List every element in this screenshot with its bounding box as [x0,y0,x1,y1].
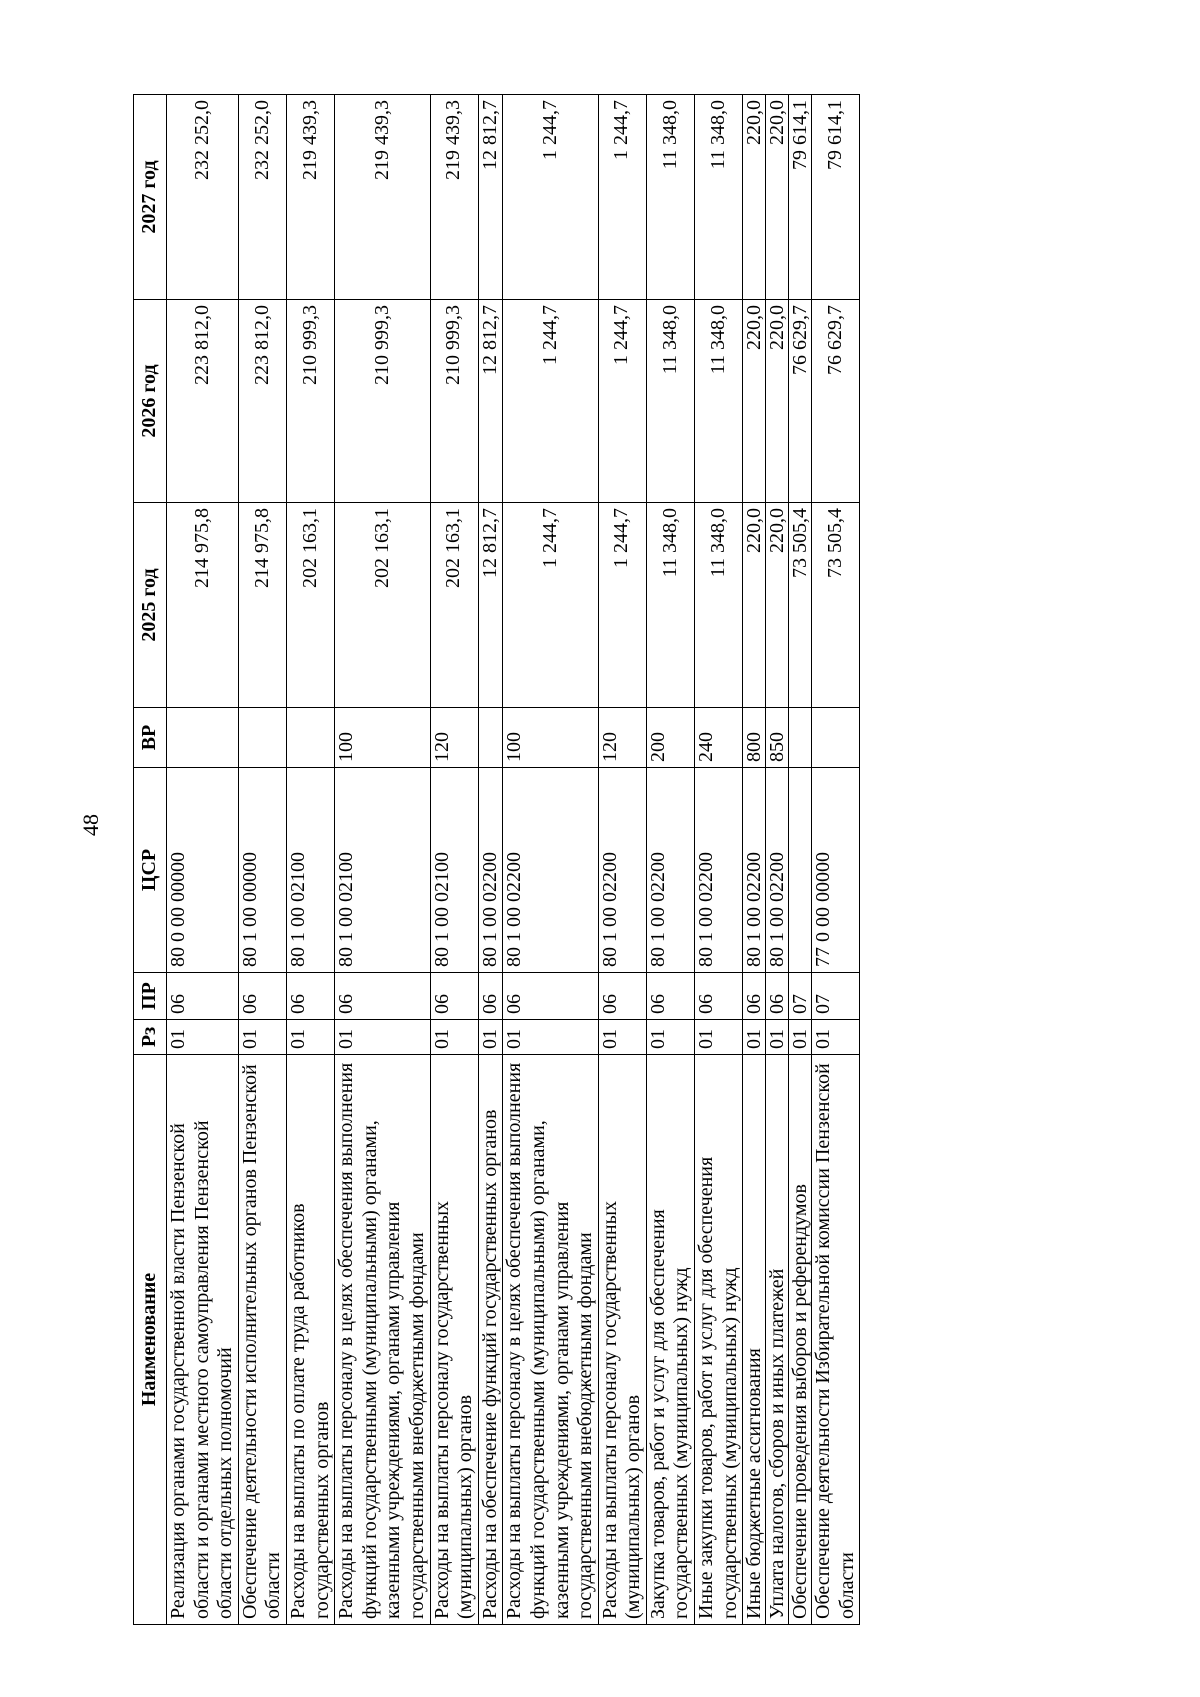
cell-pr: 06 [766,973,789,1020]
cell-csr: 80 1 00 02200 [695,768,743,973]
cell-csr: 80 1 00 02100 [335,768,430,973]
cell-name: Уплата налогов, сборов и иных платежей [766,1055,789,1625]
cell-2027: 11 348,0 [695,95,743,300]
cell-name: Расходы на выплаты персоналу в целях обеспечения выполнения функций государственными (муниципальными) органами, казенными учреждениями, органами управления государственными внебюджетными фондами [503,1055,598,1625]
cell-vr [238,708,286,768]
cell-2027: 79 614,1 [789,95,812,300]
page-number: 48 [78,814,103,836]
cell-csr: 80 1 00 00000 [238,768,286,973]
cell-csr: 80 1 00 02200 [598,768,646,973]
cell-vr: 100 [335,708,430,768]
cell-vr [812,708,860,768]
cell-csr: 80 1 00 02200 [743,768,766,973]
cell-name: Реализация органами государственной власти Пензенской области и органами местного самоуправления Пензенской области отдельных полномочий [167,1055,239,1625]
cell-2026: 11 348,0 [646,300,694,503]
cell-csr: 80 1 00 02200 [478,768,503,973]
cell-2027: 220,0 [743,95,766,300]
cell-csr: 80 1 00 02100 [286,768,334,973]
cell-2025: 11 348,0 [695,503,743,708]
cell-2025: 12 812,7 [478,503,503,708]
cell-rz: 01 [478,1020,503,1055]
cell-2026: 223 812,0 [167,300,239,503]
cell-vr [167,708,239,768]
cell-2027: 79 614,1 [812,95,860,300]
cell-2027: 220,0 [766,95,789,300]
cell-pr: 06 [430,973,478,1020]
header-2026: 2026 год [134,300,167,503]
cell-rz: 01 [430,1020,478,1055]
cell-2027: 11 348,0 [646,95,694,300]
table-row [503,95,598,1625]
cell-rz: 01 [812,1020,860,1055]
cell-2025: 202 163,1 [335,503,430,708]
cell-2027: 1 244,7 [598,95,646,300]
cell-pr: 07 [812,973,860,1020]
cell-name: Иные закупки товаров, работ и услуг для обеспечения государственных (муниципальных) нужд [695,1055,743,1625]
cell-rz: 01 [789,1020,812,1055]
cell-pr: 07 [789,973,812,1020]
cell-2026: 1 244,7 [503,300,598,503]
cell-2025: 202 163,1 [286,503,334,708]
cell-pr: 06 [503,973,598,1020]
table-row [430,95,478,1625]
cell-2026: 210 999,3 [335,300,430,503]
header-rz: Рз [134,1020,167,1055]
cell-rz: 01 [335,1020,430,1055]
cell-2025: 11 348,0 [646,503,694,708]
cell-2027: 232 252,0 [167,95,239,300]
cell-2026: 210 999,3 [430,300,478,503]
cell-2025: 73 505,4 [812,503,860,708]
cell-name: Расходы на выплаты персоналу государственных (муниципальных) органов [598,1055,646,1625]
table-row [743,95,766,1625]
cell-2026: 210 999,3 [286,300,334,503]
header-name: Наименование [134,1055,167,1625]
cell-vr [286,708,334,768]
table-row [789,95,812,1625]
cell-2025: 220,0 [743,503,766,708]
cell-rz: 01 [167,1020,239,1055]
cell-pr: 06 [743,973,766,1020]
table-row [478,95,503,1625]
table-row [335,95,430,1625]
cell-pr: 06 [695,973,743,1020]
cell-name: Расходы на обеспечение функций государственных органов [478,1055,503,1625]
table-row [766,95,789,1625]
cell-pr: 06 [646,973,694,1020]
cell-2026: 11 348,0 [695,300,743,503]
cell-2027: 219 439,3 [286,95,334,300]
table-row [286,95,334,1625]
table-row [238,95,286,1625]
header-pr: ПР [134,973,167,1020]
cell-vr: 200 [646,708,694,768]
cell-name: Закупка товаров, работ и услуг для обеспечения государственных (муниципальных) нужд [646,1055,694,1625]
header-2027: 2027 год [134,95,167,300]
cell-pr: 06 [478,973,503,1020]
cell-pr: 06 [238,973,286,1020]
cell-2025: 220,0 [766,503,789,708]
cell-pr: 06 [598,973,646,1020]
cell-rz: 01 [695,1020,743,1055]
table-row [695,95,743,1625]
cell-name: Расходы на выплаты персоналу государственных (муниципальных) органов [430,1055,478,1625]
cell-2026: 12 812,7 [478,300,503,503]
cell-rz: 01 [503,1020,598,1055]
cell-2027: 1 244,7 [503,95,598,300]
cell-pr: 06 [167,973,239,1020]
cell-2027: 232 252,0 [238,95,286,300]
cell-2027: 219 439,3 [430,95,478,300]
cell-2025: 214 975,8 [167,503,239,708]
cell-csr: 80 0 00 00000 [167,768,239,973]
cell-vr: 850 [766,708,789,768]
cell-2025: 1 244,7 [598,503,646,708]
cell-2025: 1 244,7 [503,503,598,708]
cell-csr [789,768,812,973]
cell-name: Обеспечение деятельности Избирательной комиссии Пензенской области [812,1055,860,1625]
table-row [598,95,646,1625]
cell-vr: 800 [743,708,766,768]
cell-vr: 240 [695,708,743,768]
cell-2025: 214 975,8 [238,503,286,708]
cell-csr: 80 1 00 02200 [766,768,789,973]
cell-rz: 01 [646,1020,694,1055]
cell-vr: 120 [430,708,478,768]
header-csr: ЦСР [134,768,167,973]
cell-2027: 219 439,3 [335,95,430,300]
cell-csr: 77 0 00 00000 [812,768,860,973]
cell-name: Обеспечение проведения выборов и референдумов [789,1055,812,1625]
cell-rz: 01 [286,1020,334,1055]
cell-2026: 76 629,7 [812,300,860,503]
cell-csr: 80 1 00 02200 [503,768,598,973]
table-row [812,95,860,1625]
cell-2026: 223 812,0 [238,300,286,503]
cell-vr [478,708,503,768]
rotated-page-content [133,95,1083,1625]
cell-name: Расходы на выплаты по оплате труда работников государственных органов [286,1055,334,1625]
header-vr: ВР [134,708,167,768]
table-row [646,95,694,1625]
cell-2027: 12 812,7 [478,95,503,300]
cell-2026: 220,0 [766,300,789,503]
cell-csr: 80 1 00 02100 [430,768,478,973]
cell-name: Иные бюджетные ассигнования [743,1055,766,1625]
cell-name: Обеспечение деятельности исполнительных органов Пензенской области [238,1055,286,1625]
header-2025: 2025 год [134,503,167,708]
cell-2026: 1 244,7 [598,300,646,503]
cell-rz: 01 [238,1020,286,1055]
table-row [167,95,239,1625]
budget-table [133,94,860,1625]
cell-csr: 80 1 00 02200 [646,768,694,973]
cell-vr: 120 [598,708,646,768]
cell-name: Расходы на выплаты персоналу в целях обеспечения выполнения функций государственными (муниципальными) органами, казенными учреждениями, органами управления государственными внебюджетными фондами [335,1055,430,1625]
cell-rz: 01 [743,1020,766,1055]
cell-2025: 202 163,1 [430,503,478,708]
cell-pr: 06 [335,973,430,1020]
cell-rz: 01 [598,1020,646,1055]
cell-2026: 76 629,7 [789,300,812,503]
cell-pr: 06 [286,973,334,1020]
cell-rz: 01 [766,1020,789,1055]
cell-vr: 100 [503,708,598,768]
cell-2025: 73 505,4 [789,503,812,708]
cell-vr [789,708,812,768]
table-body [167,95,860,1625]
table-header-row [134,95,167,1625]
cell-2026: 220,0 [743,300,766,503]
